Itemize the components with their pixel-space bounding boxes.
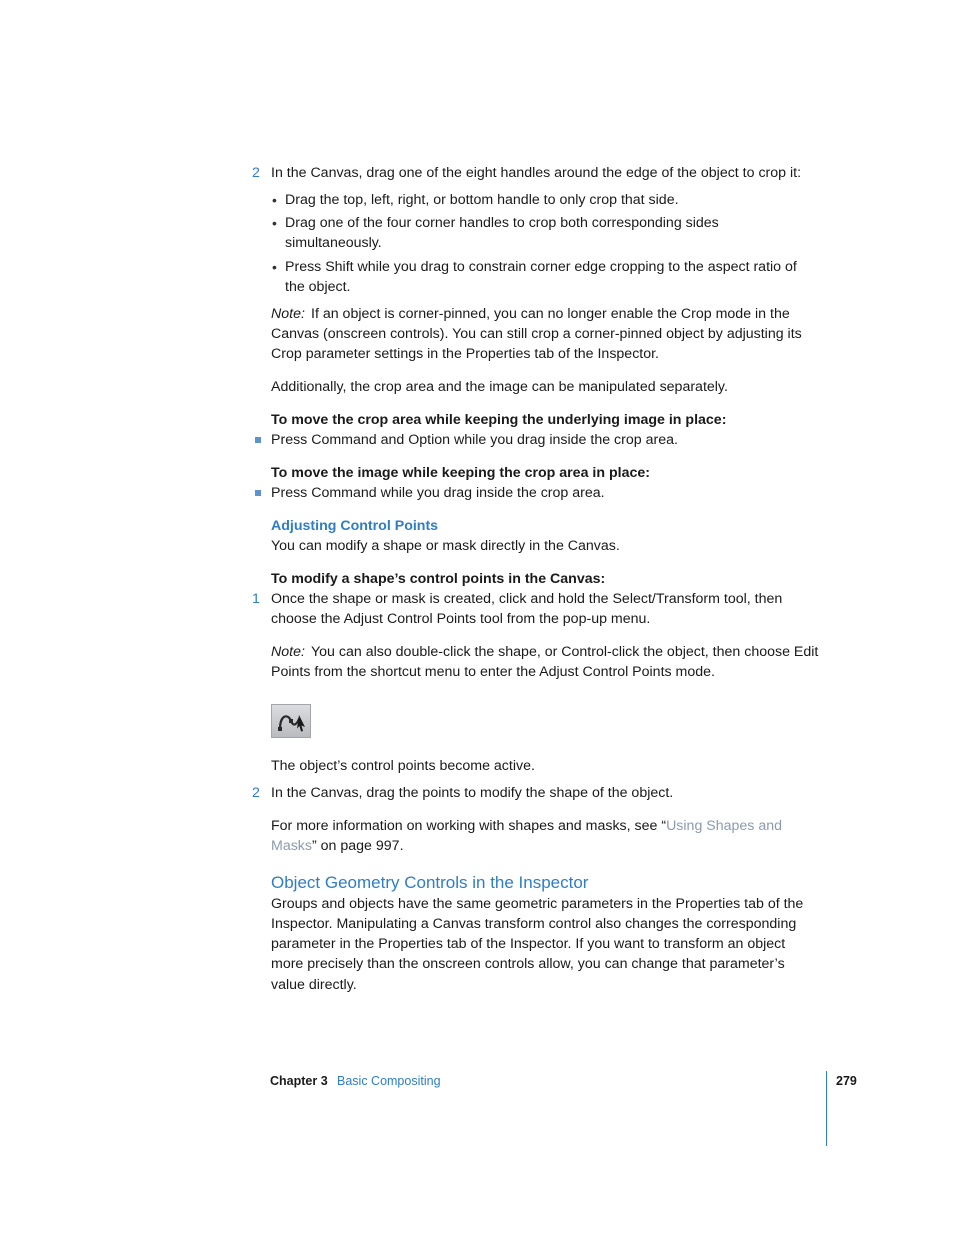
square-bullet xyxy=(255,490,261,496)
note-text: You can also double-click the shape, or Control-click the object, then choose Edit xyxy=(311,644,819,660)
square-bullet xyxy=(255,437,261,443)
step-number: 2 xyxy=(252,785,260,801)
paragraph: Additionally, the crop area and the image can be manipulated separately. xyxy=(271,379,728,395)
bullet-text: Drag one of the four corner handles to crop both corresponding sides xyxy=(285,215,719,231)
bullet-dot: • xyxy=(272,192,277,208)
note-text: Points from the shortcut menu to enter the Adjust Control Points mode. xyxy=(271,664,715,680)
paragraph-line: parameter in the Properties tab of the Inspector. If you want to transform an object xyxy=(271,936,786,952)
cross-reference-link[interactable]: Masks xyxy=(271,838,312,854)
step-number: 1 xyxy=(252,591,260,607)
adjust-control-points-icon xyxy=(271,704,311,738)
bullet-dot: • xyxy=(272,215,277,231)
paragraph: You can modify a shape or mask directly in the Canvas. xyxy=(271,538,620,554)
task-heading: To modify a shape’s control points in the Canvas: xyxy=(271,571,606,587)
bullet-text: Press Shift while you drag to constrain corner edge cropping to the aspect ratio of xyxy=(285,259,797,275)
footer-divider xyxy=(826,1071,827,1146)
step-text: choose the Adjust Control Points tool from the pop-up menu. xyxy=(271,611,651,627)
footer-chapter-title: Basic Compositing xyxy=(337,1074,441,1088)
note-text: Crop parameter settings in the Properties tab of the Inspector. xyxy=(271,346,660,362)
paragraph xyxy=(271,836,404,856)
text: For more information on working with shapes and masks, see “ xyxy=(271,818,667,834)
note-label: Note: xyxy=(271,644,305,660)
task-item: Press Command and Option while you drag inside the crop area. xyxy=(271,432,678,448)
bullet-text: simultaneously. xyxy=(285,235,382,251)
note-label: Note: xyxy=(271,306,305,322)
note-text: Canvas (onscreen controls). You can still crop a corner-pinned object by adjusting its xyxy=(271,326,802,342)
section-heading: Adjusting Control Points xyxy=(271,518,439,534)
paragraph: The object’s control points become active. xyxy=(271,758,535,774)
paragraph xyxy=(271,816,782,836)
cross-reference-link[interactable]: Using Shapes and xyxy=(666,818,783,834)
bullet-dot: • xyxy=(272,259,277,275)
task-item: Press Command while you drag inside the crop area. xyxy=(271,485,605,501)
step-text: Once the shape or mask is created, click and hold the Select/Transform tool, then xyxy=(271,591,783,607)
section-heading: Object Geometry Controls in the Inspector xyxy=(271,873,589,892)
text: ” on page 997. xyxy=(312,838,404,854)
paragraph-line: Inspector. Manipulating a Canvas transform control also changes the corresponding xyxy=(271,916,797,932)
paragraph-line: value directly. xyxy=(271,977,357,993)
note-text: If an object is corner-pinned, you can no longer enable the Crop mode in the xyxy=(311,306,790,322)
bullet-text: the object. xyxy=(285,279,351,295)
task-heading: To move the crop area while keeping the underlying image in place: xyxy=(271,412,727,428)
step-number: 2 xyxy=(252,165,260,181)
step-text: In the Canvas, drag one of the eight handles around the edge of the object to crop it: xyxy=(271,165,802,181)
paragraph-line: Groups and objects have the same geometric parameters in the Properties tab of the xyxy=(271,896,804,912)
step-text: In the Canvas, drag the points to modify the shape of the object. xyxy=(271,785,674,801)
paragraph-line: more precisely than the onscreen controls allow, you can change that parameter’s xyxy=(271,956,785,972)
page-number: 279 xyxy=(836,1074,857,1088)
footer-chapter: Chapter 3 xyxy=(270,1074,328,1088)
task-heading: To move the image while keeping the crop area in place: xyxy=(271,465,650,481)
bullet-text: Drag the top, left, right, or bottom handle to only crop that side. xyxy=(285,192,679,208)
